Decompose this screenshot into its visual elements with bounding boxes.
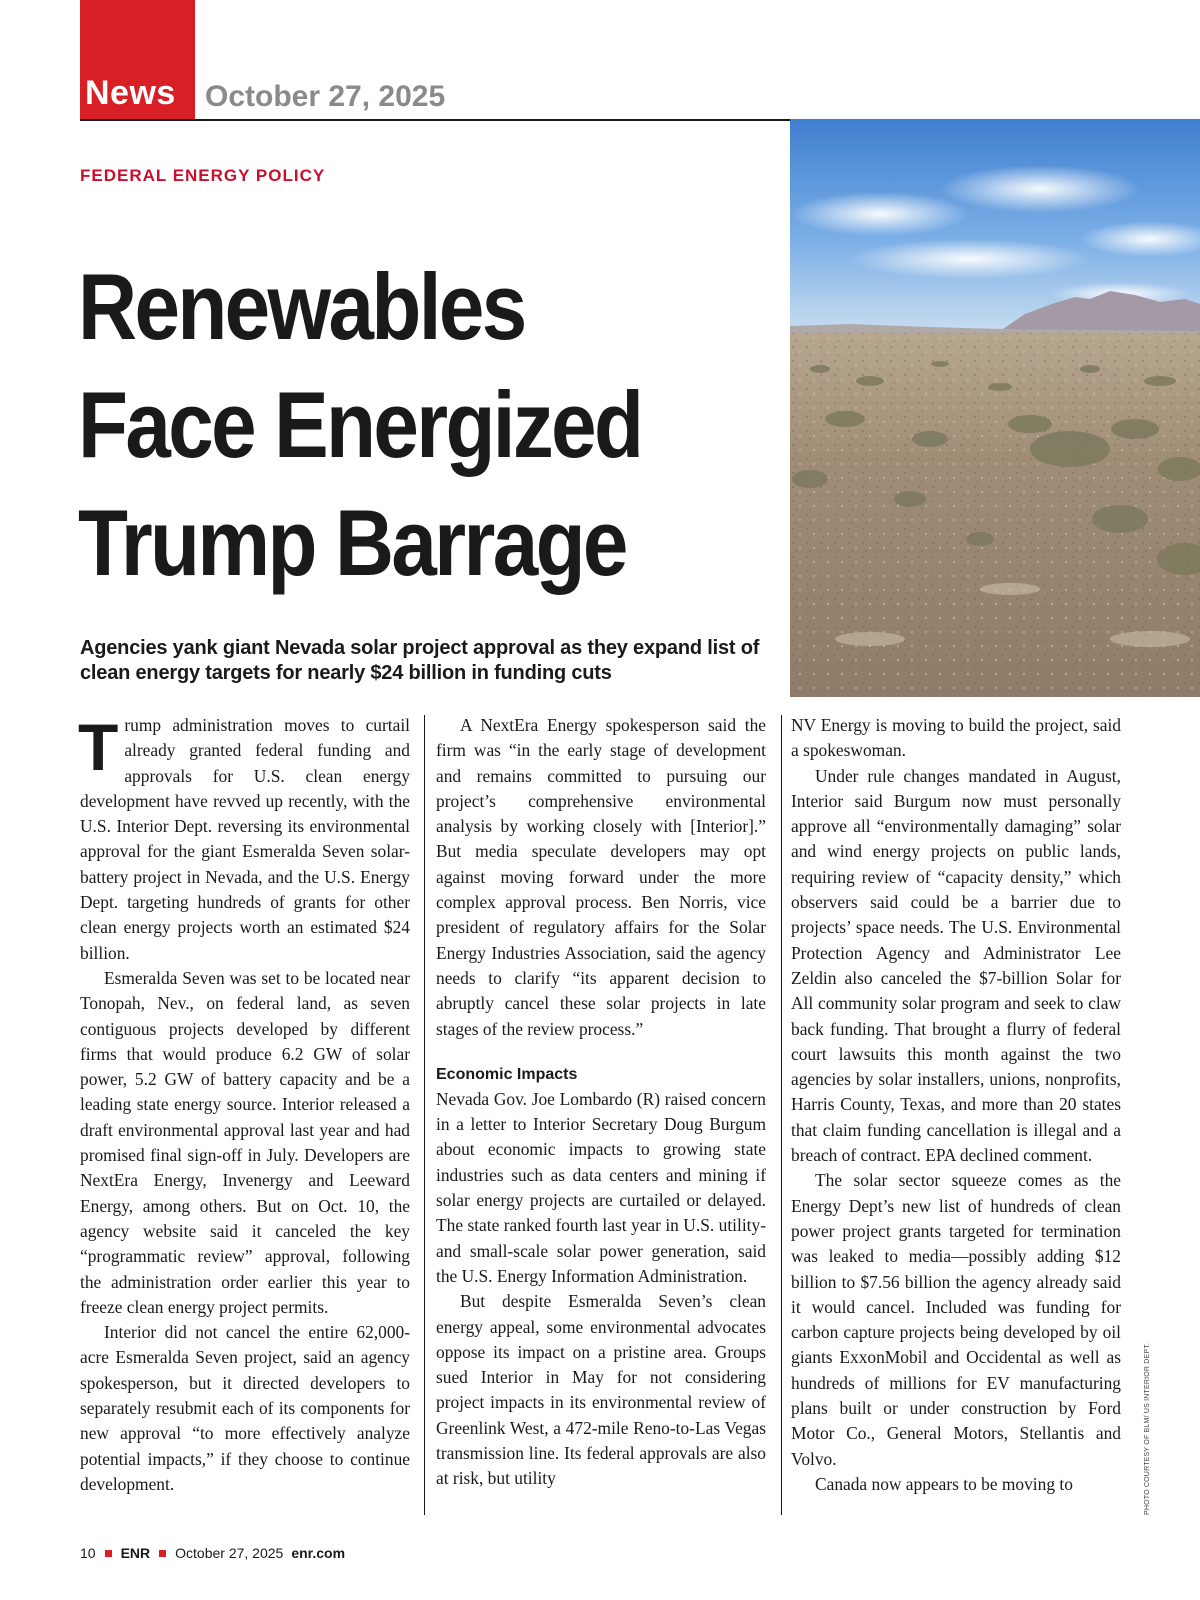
page-footer xyxy=(80,1545,345,1561)
headline-line-3: Trump Barrage xyxy=(78,490,626,595)
paragraph: A NextEra Energy spokesperson said the firm was “in the early stage of development and remains committed to pursuing our project’s comprehensive environmental analysis by working closely with [Interior].” But media speculate developers may opt against moving forward under the more complex approval process. Ben Norris, vice president of regulatory affairs for the Solar Energy Industries Association, said the agency needs to clarify “its apparent decision to abruptly cancel these solar projects in late stages of the review process.” xyxy=(436,715,766,1039)
headline xyxy=(78,248,687,602)
page-number: 10 xyxy=(80,1545,96,1561)
article-column-3 xyxy=(791,713,1121,1497)
paragraph: Canada now appears to be moving to xyxy=(815,1473,1073,1494)
square-bullet-icon xyxy=(159,1550,166,1557)
paragraph: But despite Esmeralda Seven’s clean energy appeal, some environmental advocates oppose its impact on a pristine area. Groups sued Interior in May for not considering project impacts in its environmental review of Greenlink West, a 472-mile Reno-to-Las Vegas transmission line. Its federal approvals are also at risk, but utility xyxy=(436,1291,766,1489)
desert-landscape-photo xyxy=(790,119,1200,697)
column-divider xyxy=(424,715,425,1515)
header-divider xyxy=(80,119,790,121)
paragraph: Interior did not cancel the entire 62,000-acre Esmeralda Seven project, said an agency spokesperson, but it directed developers to separately resubmit each of its components for new approval “to more effectively analyze potential impacts,” if they choose to continue development. xyxy=(80,1322,410,1494)
publication-name: ENR xyxy=(120,1545,151,1561)
paragraph xyxy=(78,710,410,966)
paragraph: NV Energy is moving to build the project, said a spokeswoman. xyxy=(791,715,1121,761)
paragraph: The solar sector squeeze comes as the Energy Dept’s new list of hundreds of clean power project grants targeted for termination was leaked to media—possibly adding $12 billion to $7.56 billion the agency already said it would cancel. Included was funding for carbon capture projects being developed by oil giants ExxonMobil and Occidental as well as hundreds of millions for EV manufacturing plans built or under construction by Ford Motor Co., General Motors, Stellantis and Volvo. xyxy=(791,1170,1121,1469)
paragraph: Esmeralda Seven was set to be located near Tonopah, Nev., on federal land, as seven contiguous projects developed by different firms that would produce 6.2 GW of solar power, 5.2 GW of battery capacity and be a leading state energy source. Interior released a draft environmental approval last year and had promised final sign-off in July. Developers are NextEra Energy, Invenergy and Leeward Energy, among others. But on Oct. 10, the agency website said it canceled the key “programmatic review” approval, following the administration order earlier this year to freeze clean energy project permits. xyxy=(80,967,410,1317)
article-deck: Agencies yank giant Nevada solar project approval as they expand list of clean energy targets for nearly $24 billion in funding cuts xyxy=(80,637,760,684)
square-bullet-icon xyxy=(105,1550,112,1557)
website-link[interactable]: enr.com xyxy=(291,1545,346,1561)
headline-line-1: Renewables xyxy=(78,254,525,359)
headline-line-2: Face Energized xyxy=(78,372,642,477)
section-label: News xyxy=(85,74,176,112)
issue-date: October 27, 2025 xyxy=(205,80,446,113)
paragraph-text: rump administration moves to curtail already granted federal funding and approvals for U.S. clean energy development have revved up recently, with the U.S. Interior Dept. reversing its environmental approval for the giant Esmeralda Seven solar-battery project in Nevada, and the U.S. Energy Dept. targeting hundreds of grants for other clean energy projects worth an estimated $24 billion. xyxy=(80,715,410,963)
column-divider xyxy=(781,715,782,1515)
drop-cap: T xyxy=(78,710,119,784)
section-tab xyxy=(80,0,195,119)
footer-date: October 27, 2025 xyxy=(175,1545,284,1561)
section-subhead: Economic Impacts xyxy=(436,1065,578,1083)
article-column-2 xyxy=(436,713,766,1492)
paragraph: Nevada Gov. Joe Lombardo (R) raised concern in a letter to Interior Secretary Doug Burgum about economic impacts to growing state industries such as data centers and mining if solar energy projects are curtailed or delayed. The state ranked fourth last year in U.S. utility- and small-scale solar power generation, said the U.S. Energy Information Administration. xyxy=(436,1088,766,1286)
photo-credit: PHOTO COURTESY OF BLM/ US INTERIOR DEPT. xyxy=(1144,1342,1151,1515)
paragraph: Under rule changes mandated in August, Interior said Burgum now must personally approve all “environmentally damaging” solar and wind energy projects on public lands, requiring review of “capacity density,” which observers said could be a barrier due to projects’ space needs. The U.S. Environmental Protection Agency and Administrator Lee Zeldin also canceled the $7-billion Solar for All community solar program and seek to claw back funding. That brought a flurry of federal court lawsuits this month against the two agencies by solar installers, unions, nonprofits, Harris County, Texas, and more than 20 states that claim funding cancellation is illegal and a breach of contract. EPA declined comment. xyxy=(791,765,1121,1166)
article-column-1 xyxy=(78,710,410,1497)
article-kicker: FEDERAL ENERGY POLICY xyxy=(80,166,326,185)
